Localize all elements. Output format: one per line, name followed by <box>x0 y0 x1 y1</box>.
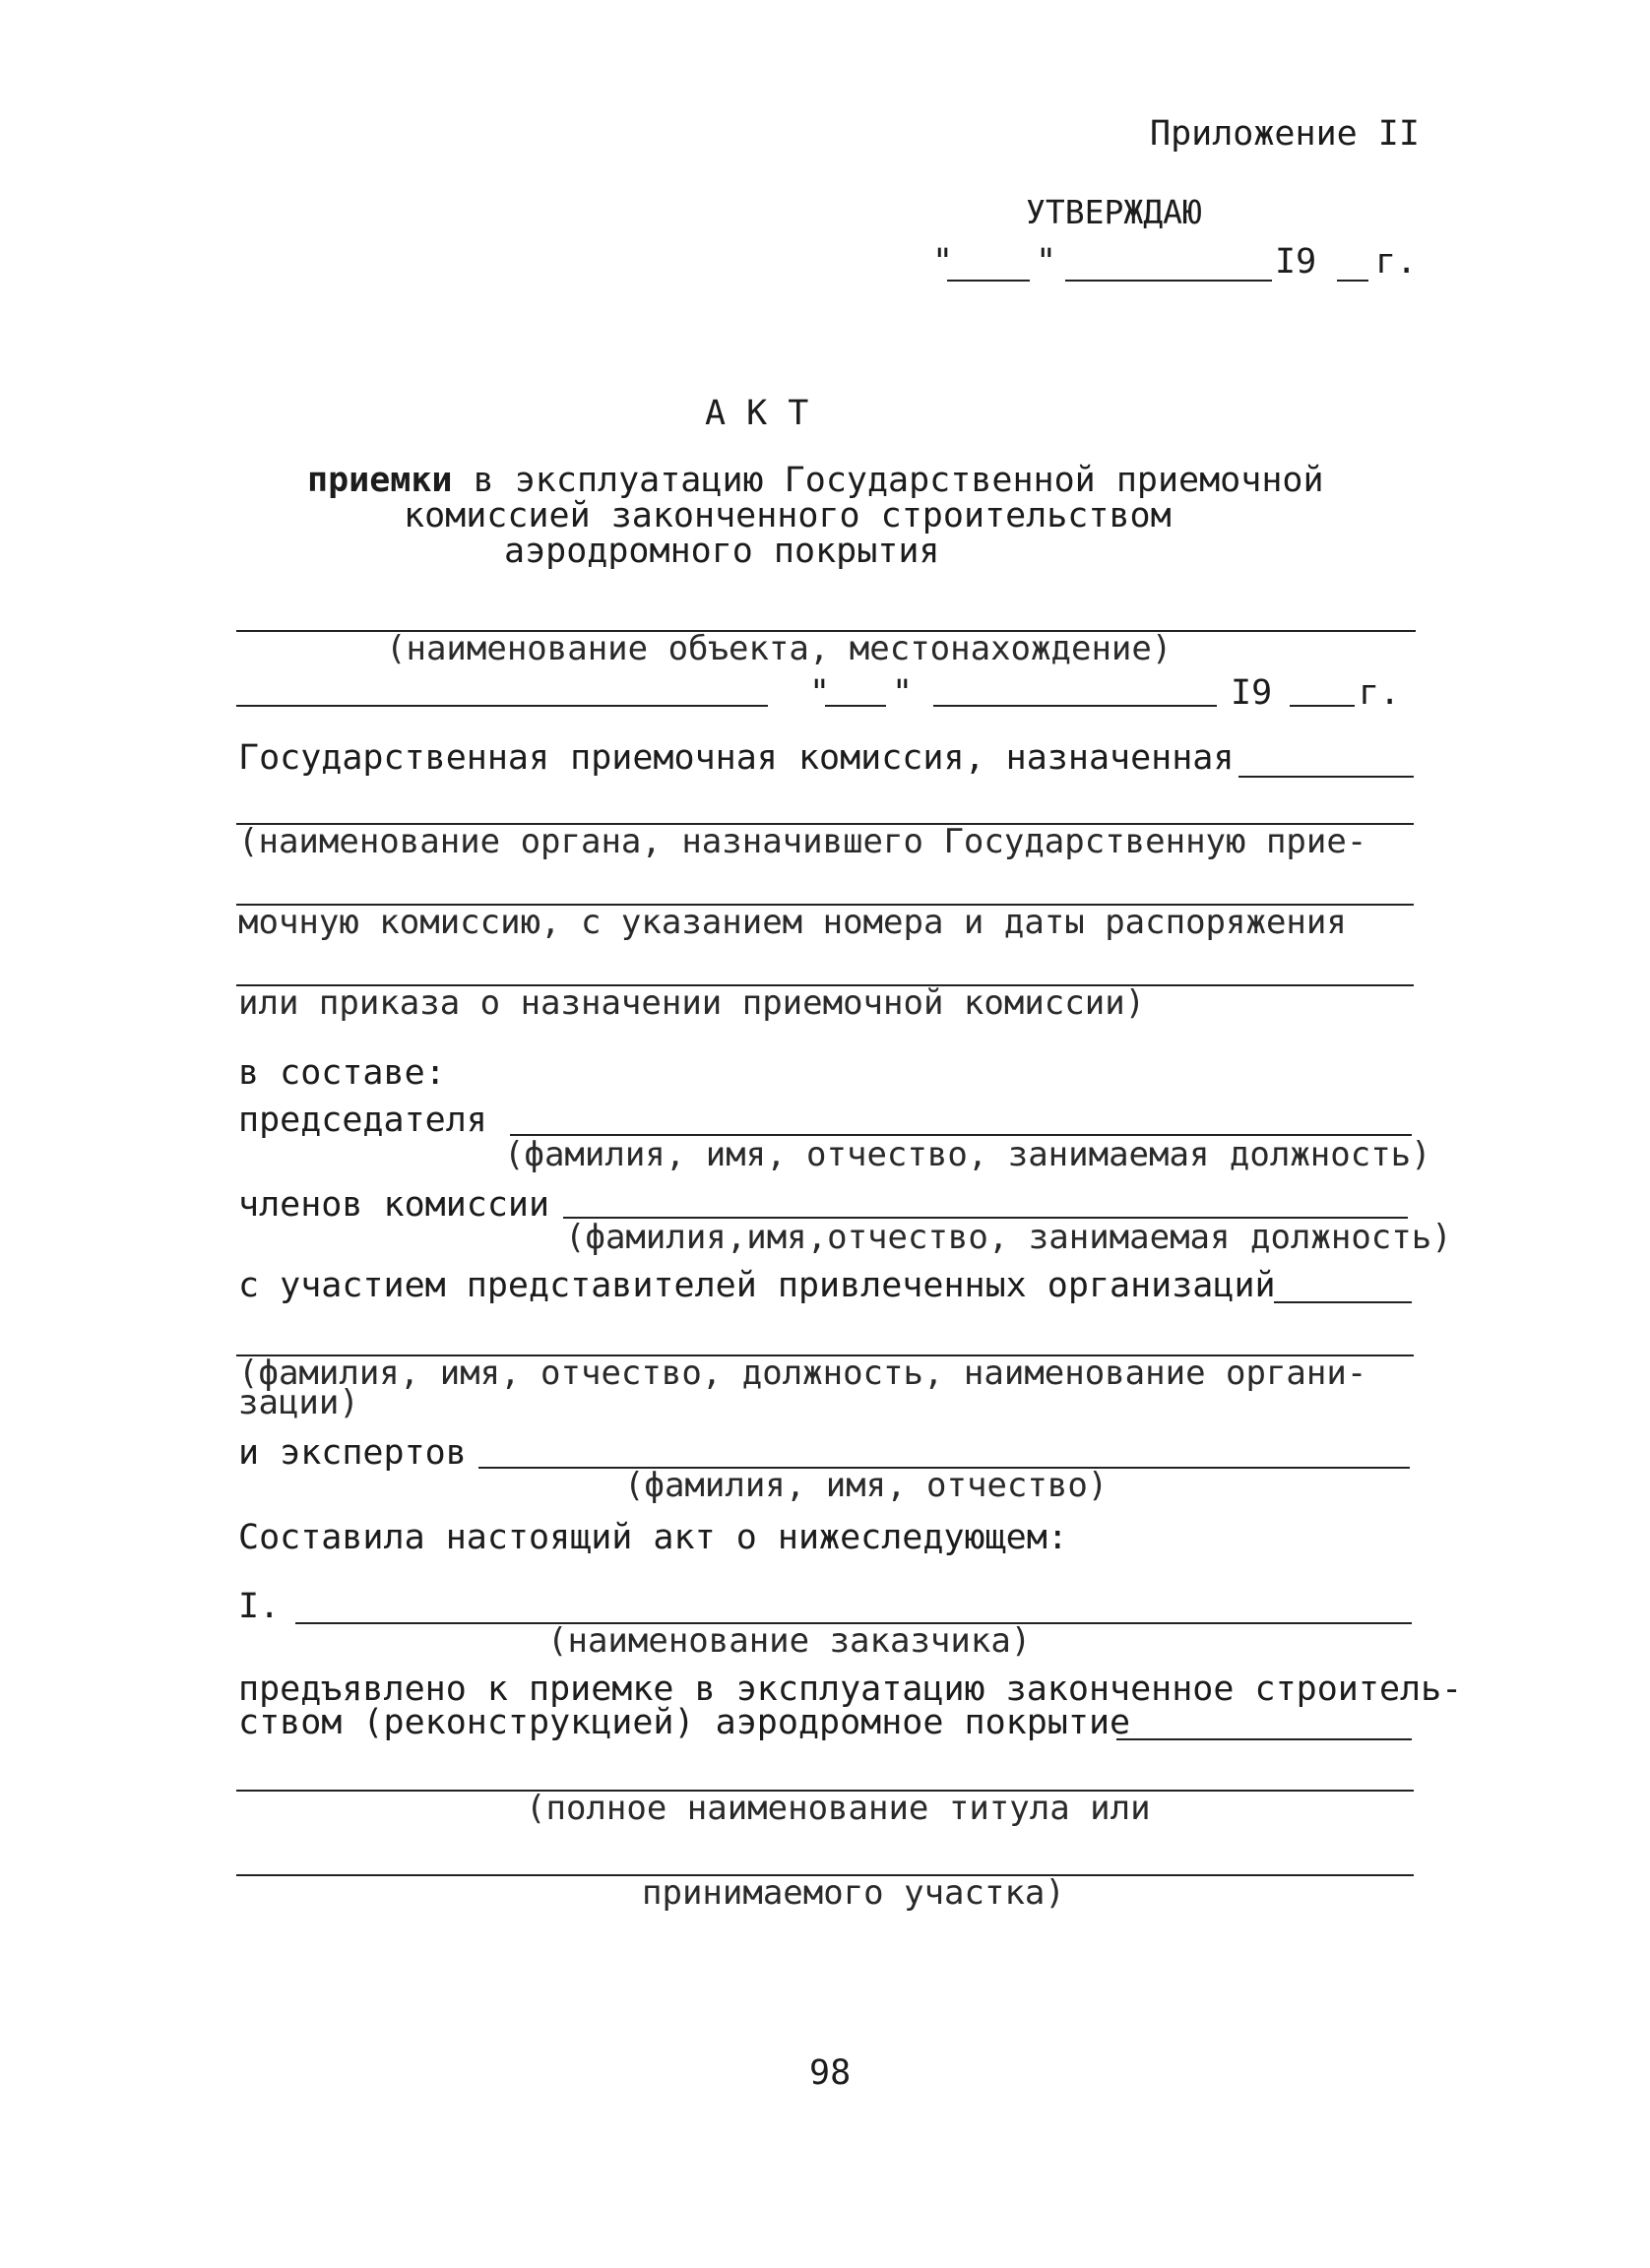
document-heading: А К Т <box>705 394 809 433</box>
object-year-suffix: г. <box>1359 673 1401 713</box>
object-caption: (наименование объекта, местонахождение) <box>386 629 1173 668</box>
title-line-2: комиссией законченного строительством <box>404 496 1172 536</box>
experts-label: и экспертов <box>238 1433 467 1473</box>
title-name-caption: (полное наименование титула или <box>526 1789 1151 1828</box>
header-quote-close: " <box>1036 242 1057 282</box>
appendix-label: Приложение II <box>1150 114 1420 154</box>
members-caption: (фамилия,имя,отчество, занимаемая должность) <box>565 1218 1452 1257</box>
appointing-body-caption-3: или приказа о назначении приемочной комиссии) <box>238 983 1146 1023</box>
composition-label: в составе: <box>238 1053 446 1093</box>
object-year-blank <box>1290 705 1355 707</box>
object-quote-open: " <box>809 673 831 713</box>
presented-line-2: ством (реконструкцией) аэродромное покрытие <box>238 1703 1131 1742</box>
title-line-1 <box>307 461 1324 500</box>
header-month-blank <box>1065 280 1272 282</box>
header-quote-open: " <box>932 242 954 282</box>
participants-caption-1: (фамилия, имя, отчество, должность, наименование органи- <box>238 1354 1367 1393</box>
appointed-by-blank <box>1238 776 1414 778</box>
participation-blank <box>1274 1301 1412 1303</box>
commission-appointed: Государственная приемочная комиссия, назначенная <box>238 738 1235 778</box>
title-line-1-rest: в эксплуатацию Государственной приемочной <box>473 461 1324 500</box>
object-quote-close: " <box>892 673 914 713</box>
presented-blank <box>1116 1738 1412 1740</box>
object-year-prefix: I9 <box>1231 673 1273 713</box>
customer-caption: (наименование заказчика) <box>547 1621 1032 1661</box>
title-line-3: аэродромного покрытия <box>504 532 940 571</box>
chairman-caption: (фамилия, имя, отчество, занимаемая должность) <box>504 1135 1431 1174</box>
members-label: членов комиссии <box>238 1185 550 1225</box>
page-number: 98 <box>809 2053 852 2093</box>
header-year-blank <box>1337 280 1368 282</box>
appointing-body-caption-1: (наименование органа, назначившего Государственную прие- <box>238 822 1367 861</box>
chairman-label: председателя <box>238 1101 487 1140</box>
participants-caption-2: зации) <box>238 1383 359 1422</box>
section-name-caption: принимаемого участка) <box>642 1873 1065 1913</box>
header-year-prefix: I9 <box>1275 242 1317 282</box>
presented-line-1: предъявлено к приемке в эксплуатацию законченное строитель- <box>238 1670 1463 1709</box>
participation-label: с участием представителей привлеченных организаций <box>238 1266 1276 1305</box>
experts-caption: (фамилия, имя, отчество) <box>624 1466 1109 1505</box>
header-day-blank <box>947 280 1030 282</box>
title-line-1-bold: приемки <box>307 461 453 500</box>
object-day-blank <box>825 705 886 707</box>
header-year-suffix: г. <box>1375 242 1418 282</box>
object-location-line <box>236 705 768 707</box>
object-month-blank <box>933 705 1217 707</box>
approve-label: УТВЕРЖДАЮ <box>1026 193 1202 231</box>
appointing-body-caption-2: мочную комиссию, с указанием номера и даты распоряжения <box>238 903 1347 942</box>
act-intro: Составила настоящий акт о нижеследующем: <box>238 1518 1068 1557</box>
item-1-number: I. <box>238 1587 281 1626</box>
